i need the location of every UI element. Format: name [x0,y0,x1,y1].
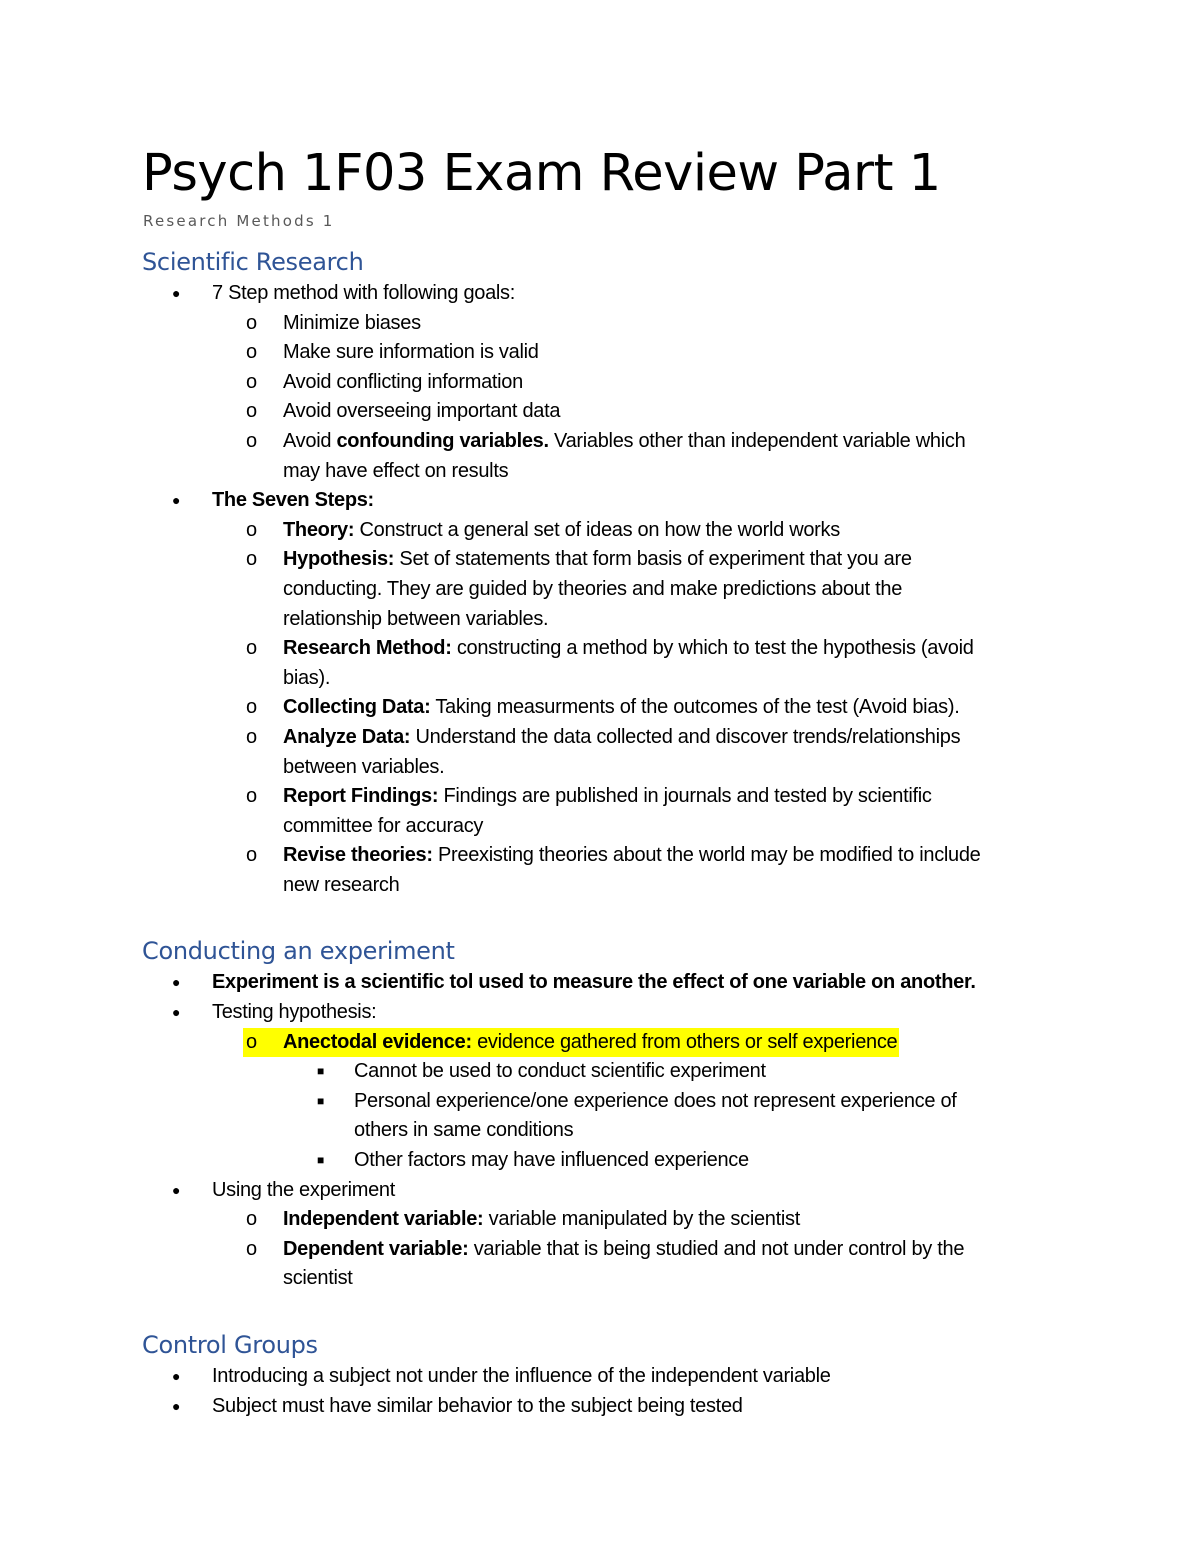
document-title: Psych 1F03 Exam Review Part 1 [142,144,941,203]
list-item [142,397,1072,427]
list-item-text: Minimize biases [283,311,421,334]
list-item [142,427,1072,486]
circle-marker: o [246,548,257,571]
bullet-marker: ● [172,1368,181,1384]
list-item [142,309,1072,339]
list-item [142,1235,1072,1294]
heading-scientific-research: Scientific Research [142,248,364,276]
square-marker: ■ [317,1064,324,1079]
circle-marker: o [246,370,257,393]
list-item-text: conducting. They are guided by theories and make predictions about the [283,577,903,600]
list-item-text: new research [283,873,400,896]
list-item-text: relationship between variables. [283,607,549,630]
highlight [243,1028,899,1058]
list-item [142,1392,1072,1422]
circle-marker: o [246,1030,257,1053]
bold-term: The Seven Steps: [212,489,374,512]
list-item-text: Testing hypothesis: [212,1001,377,1024]
conducting-experiment-list [142,968,1072,1294]
bold-term: Experiment is a scientific tol used to measure the effect of one variable on another. [212,971,976,994]
list-item-text: between variables. [283,755,445,778]
control-groups-list [142,1362,1072,1421]
document-subtitle: Research Methods 1 [143,212,335,230]
list-item-text: committee for accuracy [283,814,484,837]
bold-term: Independent variable: [283,1208,484,1231]
heading-control-groups: Control Groups [142,1331,318,1359]
document-body [142,138,1072,1421]
list-item [142,368,1072,398]
list-item-text: Avoid conflicting information [283,370,523,393]
list-item-text: Avoid [283,429,337,452]
circle-marker: o [246,429,257,452]
list-item [142,1362,1072,1392]
list-item-text: Other factors may have influenced experience [354,1149,749,1172]
list-item [142,723,1072,782]
list-item [142,1146,1072,1176]
bullet-marker: ● [172,974,181,991]
scientific-research-list [142,279,1072,900]
list-item-text: constructing a method by which to test the hypothesis (avoid [451,637,974,660]
bullet-marker: ● [172,285,181,301]
bold-term: Report Findings: [283,785,439,808]
circle-marker: o [246,725,257,748]
list-item-text: bias). [283,666,331,689]
list-item [142,841,1072,900]
list-item-text: Taking measurments of the outcomes of the test (Avoid bias). [430,696,960,719]
bold-term: Collecting Data: [283,696,431,719]
bullet-marker: ● [172,492,181,509]
bold-term: Research Method: [283,637,452,660]
list-item [142,782,1072,841]
list-item [142,693,1072,723]
list-item [142,279,1072,309]
square-marker: ■ [317,1093,324,1108]
circle-marker: o [246,400,257,423]
list-item [142,486,1072,516]
list-item-text: Preexisting theories about the world may be modified to include [432,844,981,867]
list-item-text: others in same conditions [354,1119,574,1142]
list-item-text: Cannot be used to conduct scientific experiment [354,1060,766,1083]
bold-term: Revise theories: [283,844,433,867]
circle-marker: o [246,637,257,660]
list-item [142,516,1072,546]
list-item-text: may have effect on results [283,459,509,482]
circle-marker: o [246,518,257,541]
list-item-text: Using the experiment [212,1178,395,1201]
square-marker: ■ [317,1153,324,1168]
list-item [142,998,1072,1028]
circle-marker: o [246,311,257,334]
list-item-text: Construct a general set of ideas on how the world works [354,518,840,541]
list-item-text: 7 Step method with following goals: [212,282,516,304]
list-item-text: Understand the data collected and discover trends/relationships [410,725,961,748]
list-item-text: Introducing a subject not under the influence of the independent variable [212,1365,831,1387]
list-item-text: Findings are published in journals and tested by scientific [438,785,932,808]
list-item-text: Variables other than independent variable which [548,429,966,452]
circle-marker: o [246,785,257,808]
bullet-marker: ● [172,1004,181,1021]
circle-marker: o [246,844,257,867]
bold-term: Analyze Data: [283,725,411,748]
list-item [142,1087,1072,1146]
list-item-text: evidence gathered from others or self experience [471,1030,898,1053]
list-item [142,338,1072,368]
list-item [142,968,1072,998]
list-item-text: scientist [283,1267,353,1290]
circle-marker: o [246,1237,257,1260]
list-item-text: variable manipulated by the scientist [483,1208,800,1231]
list-item [142,545,1072,634]
circle-marker: o [246,696,257,719]
list-item-text: Make sure information is valid [283,341,539,364]
list-item-text: Set of statements that form basis of experiment that you are [394,548,912,571]
bold-term: confounding variables. [336,429,549,452]
list-item [142,1176,1072,1206]
circle-marker: o [246,1208,257,1231]
bullet-marker: ● [172,1181,181,1198]
heading-conducting-experiment: Conducting an experiment [142,937,455,966]
list-item-text: Subject must have similar behavior to the subject being tested [212,1394,743,1417]
list-item [142,1057,1072,1087]
list-item [142,634,1072,693]
list-item-text: variable that is being studied and not under control by the [468,1237,965,1260]
list-item-text: Personal experience/one experience does not represent experience of [354,1089,957,1112]
list-item-highlighted [142,1028,1072,1058]
bold-term: Theory: [283,518,355,541]
bold-term: Dependent variable: [283,1237,469,1260]
bold-term: Hypothesis: [283,548,395,571]
list-item-text: Avoid overseeing important data [283,400,561,423]
bullet-marker: ● [172,1397,181,1414]
bold-term: Anectodal evidence: [283,1030,472,1053]
circle-marker: o [246,341,257,364]
list-item [142,1205,1072,1235]
